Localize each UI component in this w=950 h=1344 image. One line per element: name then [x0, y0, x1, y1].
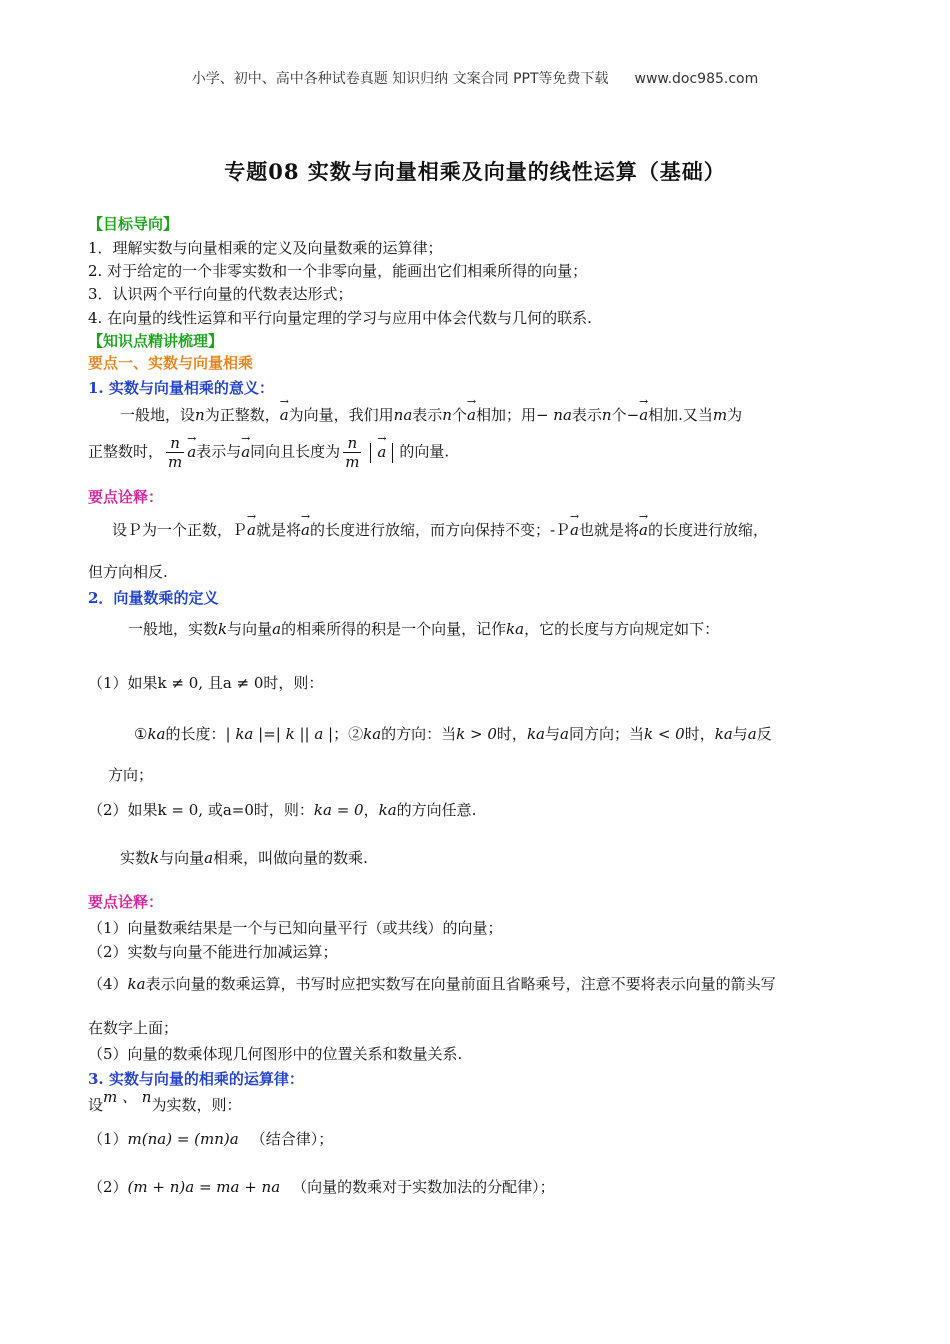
expr-ka: ka — [127, 975, 146, 993]
law-2 — [88, 1176, 555, 1197]
vector-a: → a — [639, 521, 648, 539]
numerator: n — [343, 434, 361, 453]
text: 与 — [732, 725, 748, 743]
page-header — [0, 68, 950, 88]
text: 设 — [88, 1096, 104, 1114]
expr-ka: ka — [506, 620, 525, 638]
expr-ka: ka — [526, 725, 545, 743]
text: 也就是将 — [578, 521, 639, 539]
section3-heading: 3. 实数与向量的相乘的运算律： — [88, 1070, 304, 1088]
text: 与向量 — [227, 620, 273, 638]
text: 时，则： — [263, 674, 324, 692]
var-n: n — [601, 406, 612, 424]
text: 就是将 — [255, 521, 301, 539]
fraction-n-over-m — [343, 434, 361, 471]
text: ① — [134, 725, 148, 743]
denominator: m — [168, 453, 183, 471]
numerator: n — [166, 434, 184, 453]
text: （2）如果 — [88, 801, 158, 819]
condition-1: k ≠ 0, 且a ≠ 0 — [157, 674, 264, 692]
text: （1） — [88, 1130, 128, 1148]
text: 正整数时， — [88, 442, 164, 461]
expr-ka: ka — [378, 801, 397, 819]
meaning-paragraph-line2 — [88, 434, 449, 471]
text: 反 — [756, 725, 772, 743]
goals-heading: 【目标导向】 — [88, 215, 179, 233]
distributive-law: (m + n)a = ma + na — [127, 1178, 281, 1196]
expr-na: na — [393, 406, 413, 424]
text: （2） — [88, 1178, 128, 1196]
var-n: n — [442, 406, 452, 424]
note2-item-4-cont: 在数字上面； — [88, 1019, 179, 1037]
vars-m-n: m 、 n — [103, 1088, 152, 1106]
associative-law: m(na) = (mn)a — [127, 1130, 239, 1148]
text: 一般地，设 — [120, 406, 196, 424]
text: 同向且长度为 — [250, 442, 341, 461]
text: 个 — [611, 406, 627, 424]
law-1 — [88, 1128, 333, 1149]
text: 的相乘所得的积是一个向量，记作 — [281, 620, 507, 638]
fraction-n-over-m — [166, 434, 184, 471]
text: 相加；用 — [475, 406, 536, 424]
abs-bar — [392, 443, 393, 463]
minus-sign: − — [626, 406, 640, 424]
text: 时， — [684, 725, 715, 743]
case1-details-line2: 方向； — [108, 766, 154, 784]
case2-line — [88, 799, 476, 820]
text: 表示 — [571, 406, 602, 424]
text: 的长度： — [165, 725, 226, 743]
knowledge-heading: 【知识点精讲梳理】 — [88, 332, 224, 350]
text: 的向量. — [399, 442, 450, 461]
vector-a: → a — [247, 521, 256, 539]
text: 为实数，则： — [151, 1096, 242, 1114]
text: 表示 — [412, 406, 443, 424]
note-heading: 要点诠释： — [88, 488, 164, 506]
expr-ka: ka — [714, 725, 733, 743]
text: 的长度进行放缩， — [647, 521, 768, 539]
point1-heading: 要点一、实数与向量相乘 — [88, 354, 254, 372]
note2-item-4 — [88, 973, 776, 994]
header-site: www.doc985.com — [634, 71, 759, 87]
vector-a: → a — [377, 443, 386, 461]
section1-heading: 1. 实数与向量相乘的意义： — [88, 379, 274, 397]
text: 表示向量的数乘运算，书写时应把实数写在向量前面且省略乘号，注意不要将表示向量的箭头写 — [145, 975, 776, 993]
var-a: a — [272, 620, 282, 638]
vector-a: → a — [241, 443, 250, 461]
text: 表示与 — [196, 442, 242, 461]
expr-neg-na: − na — [535, 406, 572, 424]
text: 为正整数， — [204, 406, 280, 424]
laws-intro — [88, 1088, 242, 1115]
goal-item-3: 3．认识两个平行向量的代数表达形式； — [88, 285, 353, 303]
text: 实数 — [120, 849, 151, 867]
goal-item-4: 4. 在向量的线性运算和平行向量定理的学习与应用中体会代数与几何的联系. — [88, 309, 592, 327]
text: （1）如果 — [88, 674, 158, 692]
note2-item-2: （2）实数与向量不能进行加减运算； — [88, 943, 338, 961]
text: （4） — [88, 975, 128, 993]
text: ， — [363, 801, 379, 819]
text: ，它的长度与方向规定如下： — [524, 620, 720, 638]
goal-item-1: 1．理解实数与向量相乘的定义及向量数乘的运算律； — [88, 239, 443, 257]
page-title: 专题08 实数与向量相乘及向量的线性运算（基础） — [224, 159, 726, 184]
cond-k-positive: k > 0 — [456, 725, 497, 743]
note-line2: 但方向相反. — [88, 563, 168, 581]
text: 设Ｐ为一个正数，Ｐ — [112, 521, 248, 539]
header-text: 小学、初中、高中各种试卷真题 知识归纳 文案合同 PPT等免费下载 — [191, 71, 609, 87]
cond-k-negative: k < 0 — [643, 725, 685, 743]
text: 为向量，我们用 — [288, 406, 394, 424]
denominator: m — [345, 453, 360, 471]
case1-details-line — [134, 723, 772, 744]
text: 相加.又当 — [648, 406, 713, 424]
text: 个 — [451, 406, 467, 424]
text: 一般地，实数 — [128, 620, 219, 638]
vector-a: → a — [301, 521, 310, 539]
vector-a: → a — [639, 406, 648, 424]
section2-heading: 2．向量数乘的定义 — [88, 589, 219, 607]
var-a: a — [204, 849, 214, 867]
vector-a: → a — [467, 406, 476, 424]
var-m: m — [712, 406, 728, 424]
equation-ka-zero: ka = 0 — [313, 801, 364, 819]
vector-a: → a — [187, 443, 196, 461]
text: 同方向；当 — [568, 725, 644, 743]
text: 的长度进行放缩，而方向保持不变；-Ｐ — [309, 521, 571, 539]
note2-item-1: （1）向量数乘结果是一个与已知向量平行（或共线）的向量； — [88, 919, 503, 937]
var-k: k — [218, 620, 228, 638]
goal-item-2: 2. 对于给定的一个非零实数和一个非零向量，能画出它们相乘所得的向量； — [88, 262, 588, 280]
note2-item-5: （5）向量的数乘体现几何图形中的位置关系和数量关系. — [88, 1045, 463, 1063]
text: （向量的数乘对于实数加法的分配律）； — [292, 1178, 555, 1196]
condition-2: k = 0, 或a=0 — [157, 801, 254, 819]
note-line1 — [112, 519, 768, 540]
note2-heading: 要点诠释： — [88, 893, 164, 911]
text: （结合律）； — [250, 1130, 334, 1148]
text: 时，则： — [253, 801, 314, 819]
expr-ka: ka — [363, 725, 382, 743]
definition-line — [128, 618, 719, 639]
text: 时， — [496, 725, 527, 743]
vector-a: → a — [570, 521, 579, 539]
var-a: a — [560, 725, 569, 743]
length-formula: | ka |=| k || a | — [225, 725, 334, 743]
text: 的方向：当 — [381, 725, 457, 743]
var-n: n — [195, 406, 205, 424]
text: 与 — [544, 725, 560, 743]
text: 的方向任意. — [396, 801, 477, 819]
text: ；② — [333, 725, 364, 743]
text: 为 — [727, 406, 743, 424]
vector-a: → a — [280, 406, 289, 424]
scalar-multiplication-line — [120, 847, 368, 868]
var-k: k — [150, 849, 160, 867]
case1-line — [88, 672, 323, 693]
text: 与向量 — [159, 849, 205, 867]
text: 相乘，叫做向量的数乘. — [213, 849, 368, 867]
abs-bar — [370, 443, 371, 463]
var-a: a — [747, 725, 757, 743]
expr-ka: ka — [147, 725, 166, 743]
meaning-paragraph-line1 — [120, 404, 742, 425]
